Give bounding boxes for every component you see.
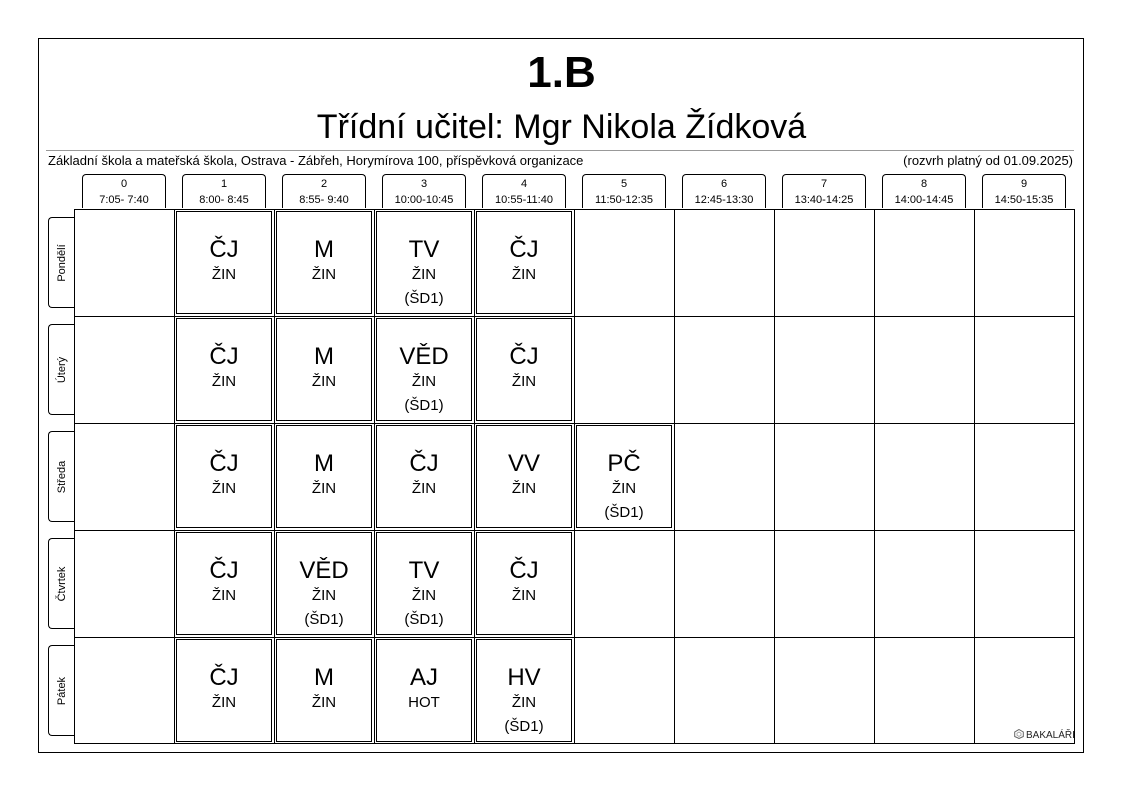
lesson-room: (ŠD1): [404, 397, 444, 414]
lesson-teacher: ŽIN: [411, 266, 437, 283]
class-teacher: Třídní učitel: Mgr Nikola Žídková: [316, 108, 807, 146]
period-number: 8: [920, 178, 928, 190]
lesson-teacher: ŽIN: [211, 587, 237, 604]
day-name: Úterý: [55, 356, 68, 383]
lesson-room: (ŠD1): [404, 611, 444, 628]
period-time: 10:55-11:40: [495, 194, 553, 206]
grid-column-line: [774, 209, 775, 744]
grid-row-line: [74, 316, 1075, 317]
grid-column-line: [174, 209, 175, 744]
lesson-cell[interactable]: [176, 639, 272, 742]
period-time: 7:05- 7:40: [99, 194, 149, 206]
lesson-subject: VĚD: [299, 557, 349, 584]
lesson-subject: ČJ: [509, 557, 539, 584]
period-number: 2: [320, 178, 328, 190]
period-header: [982, 174, 1066, 208]
period-header: [382, 174, 466, 208]
lesson-cell[interactable]: [376, 211, 472, 314]
lesson-cell[interactable]: [276, 532, 372, 635]
lesson-cell[interactable]: [276, 211, 372, 314]
lesson-subject: ČJ: [209, 236, 239, 263]
lesson-cell[interactable]: [476, 425, 572, 528]
period-number: 9: [1020, 178, 1028, 190]
lesson-cell[interactable]: [476, 532, 572, 635]
day-label: [48, 431, 74, 522]
lesson-teacher: ŽIN: [511, 694, 537, 711]
grid-column-line: [674, 209, 675, 744]
grid-column-line: [374, 209, 375, 744]
period-time: 14:00-14:45: [894, 194, 954, 206]
day-name: Pondělí: [55, 243, 68, 282]
grid-column-line: [974, 209, 975, 744]
period-number: 7: [820, 178, 828, 190]
lesson-cell[interactable]: [176, 425, 272, 528]
lesson-teacher: ŽIN: [211, 480, 237, 497]
lesson-teacher: ŽIN: [311, 694, 337, 711]
lesson-cell[interactable]: [576, 425, 672, 528]
lesson-cell[interactable]: [476, 318, 572, 421]
brand-label: BAKALÁŘI: [1026, 730, 1075, 741]
header-divider: [46, 150, 1074, 151]
lesson-subject: VV: [507, 450, 540, 477]
lesson-cell[interactable]: [176, 532, 272, 635]
lesson-room: (ŠD1): [504, 718, 544, 735]
period-time: 13:40-14:25: [794, 194, 854, 206]
lesson-teacher: ŽIN: [411, 587, 437, 604]
lesson-cell[interactable]: [376, 639, 472, 742]
lesson-subject: AJ: [409, 664, 438, 691]
bakalari-logo-icon: [1014, 729, 1024, 739]
period-number: 3: [420, 178, 428, 190]
day-label: [48, 217, 74, 308]
lesson-cell[interactable]: [476, 639, 572, 742]
lesson-cell[interactable]: [376, 318, 472, 421]
lesson-subject: ČJ: [209, 664, 239, 691]
lesson-teacher: ŽIN: [311, 266, 337, 283]
lesson-subject: HV: [507, 664, 541, 691]
lesson-teacher: ŽIN: [511, 266, 537, 283]
period-time: 8:55- 9:40: [299, 194, 349, 206]
lesson-cell[interactable]: [276, 318, 372, 421]
lesson-cell[interactable]: [176, 318, 272, 421]
lesson-subject: PČ: [607, 450, 641, 477]
lesson-subject: ČJ: [209, 343, 239, 370]
period-header: [882, 174, 966, 208]
bakalari-brand: [1014, 729, 1075, 742]
grid-column-line: [574, 209, 575, 744]
period-header: [282, 174, 366, 208]
lesson-room: (ŠD1): [404, 290, 444, 307]
period-number: 0: [120, 178, 128, 190]
day-label: [48, 645, 74, 736]
lesson-teacher: ŽIN: [511, 587, 537, 604]
lesson-teacher: ŽIN: [311, 587, 337, 604]
grid-column-line: [274, 209, 275, 744]
validity-note: (rozvrh platný od 01.09.2025): [903, 153, 1073, 168]
day-name: Čtvrtek: [55, 566, 68, 601]
lesson-teacher: ŽIN: [611, 480, 637, 497]
lesson-teacher: ŽIN: [211, 694, 237, 711]
period-time: 12:45-13:30: [694, 194, 754, 206]
lesson-teacher: ŽIN: [411, 480, 437, 497]
lesson-cell[interactable]: [376, 425, 472, 528]
school-name: Základní škola a mateřská škola, Ostrava - Zábřeh, Horymírova 100, příspěvková organizace: [48, 153, 584, 168]
period-number: 6: [720, 178, 728, 190]
lesson-cell[interactable]: [276, 425, 372, 528]
lesson-subject: VĚD: [399, 343, 449, 370]
lesson-teacher: ŽIN: [211, 266, 237, 283]
lesson-teacher: ŽIN: [311, 373, 337, 390]
lesson-teacher: ŽIN: [411, 373, 437, 390]
lesson-teacher: HOT: [408, 694, 440, 711]
lesson-subject: ČJ: [509, 343, 539, 370]
lesson-subject: ČJ: [209, 557, 239, 584]
lesson-subject: TV: [408, 557, 440, 584]
lesson-cell[interactable]: [376, 532, 472, 635]
lesson-teacher: ŽIN: [211, 373, 237, 390]
day-name: Pátek: [55, 676, 68, 705]
lesson-cell[interactable]: [176, 211, 272, 314]
period-header: [782, 174, 866, 208]
lesson-subject: M: [314, 236, 334, 263]
lesson-subject: M: [314, 664, 334, 691]
lesson-subject: ČJ: [509, 236, 539, 263]
period-number: 5: [620, 178, 628, 190]
period-time: 11:50-12:35: [595, 194, 653, 206]
period-header: [482, 174, 566, 208]
day-name: Středa: [55, 460, 68, 493]
lesson-cell[interactable]: [276, 639, 372, 742]
lesson-room: (ŠD1): [604, 504, 644, 521]
class-title: 1.B: [527, 48, 596, 97]
period-time: 10:00-10:45: [394, 194, 454, 206]
period-header: [82, 174, 166, 208]
lesson-teacher: ŽIN: [511, 373, 537, 390]
period-header: [582, 174, 666, 208]
lesson-subject: TV: [408, 236, 440, 263]
lesson-subject: M: [314, 343, 334, 370]
grid-row-line: [74, 637, 1075, 638]
lesson-room: (ŠD1): [304, 611, 344, 628]
lesson-cell[interactable]: [476, 211, 572, 314]
period-time: 14:50-15:35: [994, 194, 1054, 206]
lesson-subject: M: [314, 450, 334, 477]
period-number: 4: [520, 178, 528, 190]
day-label: [48, 324, 74, 415]
day-label: [48, 538, 74, 629]
grid-column-line: [474, 209, 475, 744]
grid-row-line: [74, 530, 1075, 531]
lesson-subject: ČJ: [209, 450, 239, 477]
grid-column-line: [874, 209, 875, 744]
period-header: [682, 174, 766, 208]
lesson-teacher: ŽIN: [511, 480, 537, 497]
period-header: [182, 174, 266, 208]
period-number: 1: [220, 178, 228, 190]
lesson-subject: ČJ: [409, 450, 439, 477]
grid-row-line: [74, 423, 1075, 424]
lesson-teacher: ŽIN: [311, 480, 337, 497]
period-time: 8:00- 8:45: [199, 194, 249, 206]
